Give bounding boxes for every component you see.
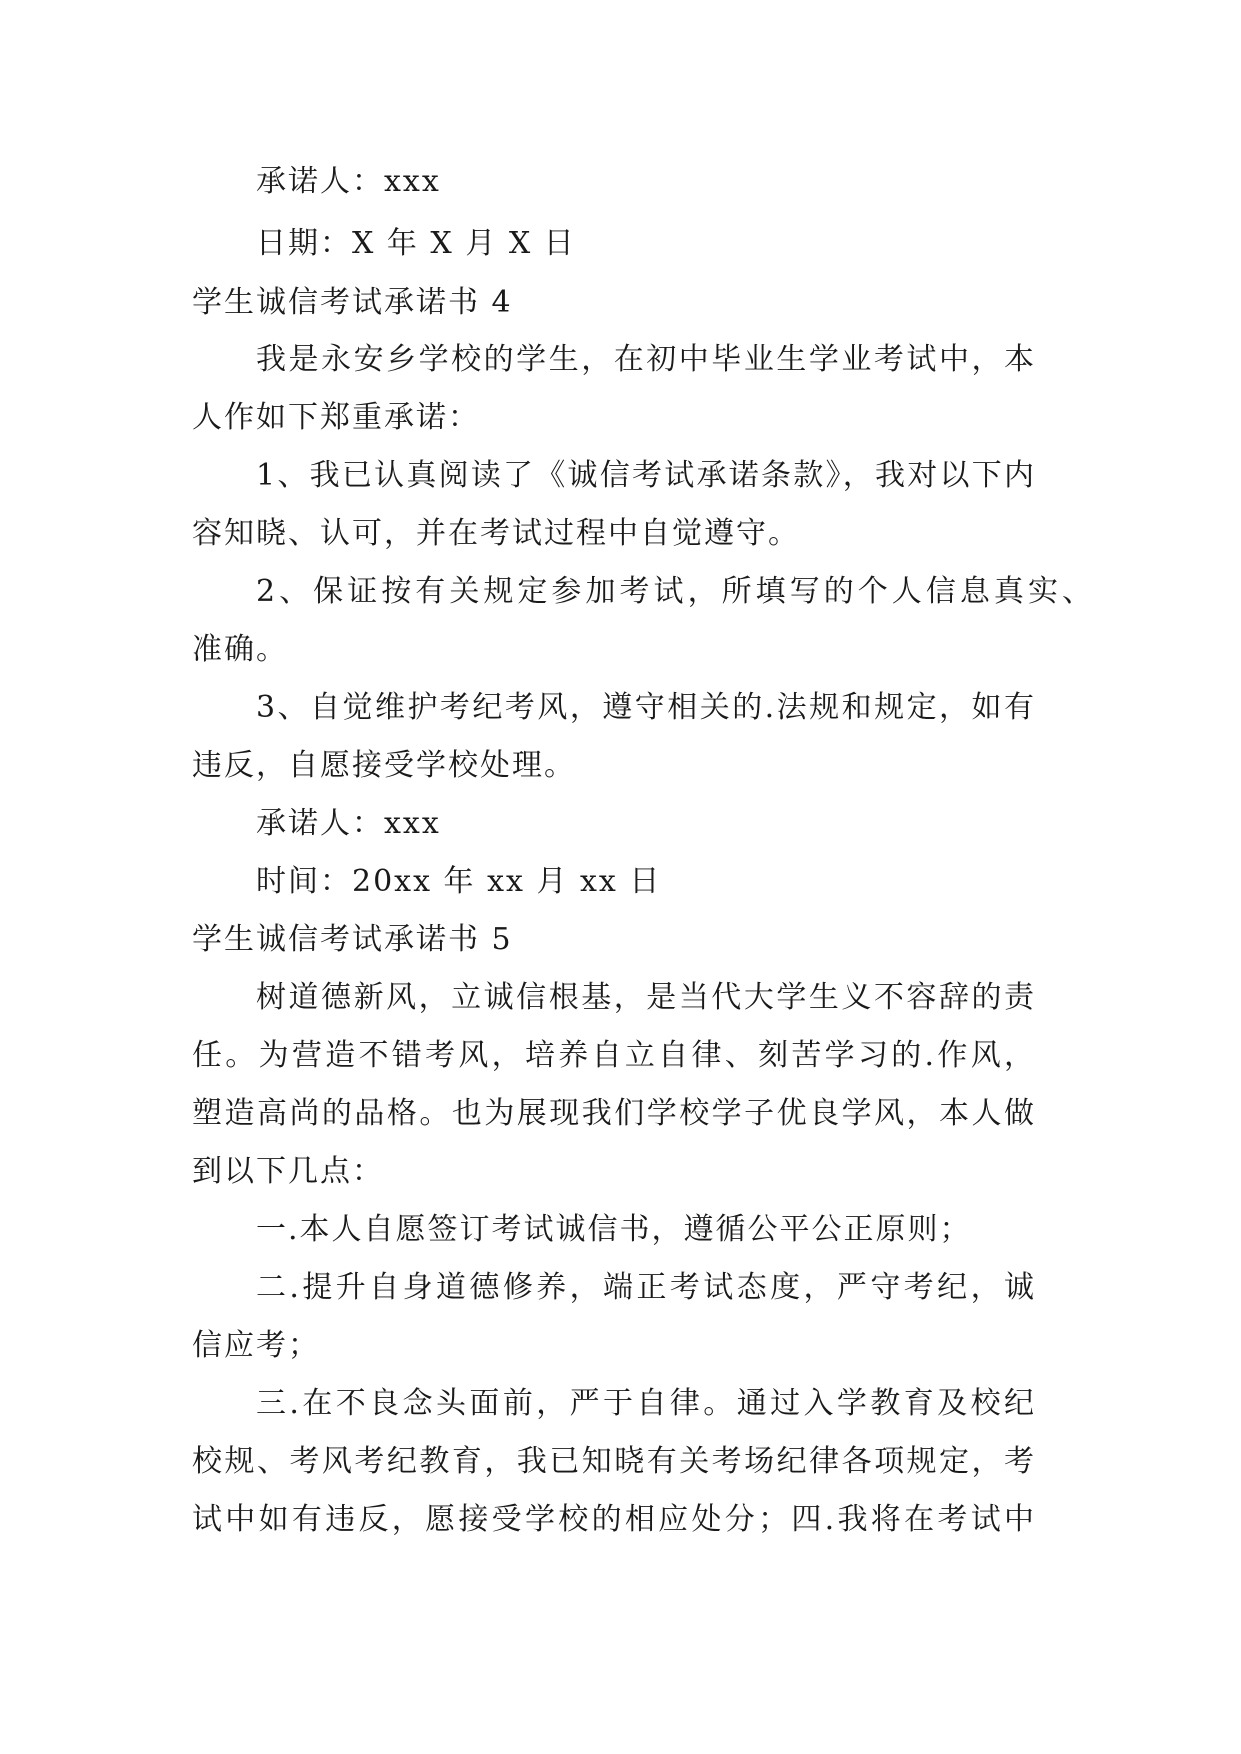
paragraph-line: 2、保证按有关规定参加考试，所填写的个人信息真实、	[256, 574, 1094, 609]
signer-line: 承诺人：xxx	[256, 164, 441, 199]
paragraph-line: 试中如有违反，愿接受学校的相应处分；四.我将在考试中	[192, 1502, 1036, 1537]
paragraph-line: 1、我已认真阅读了《诚信考试承诺条款》，我对以下内	[256, 458, 1036, 493]
date-line: 日期：X 年 X 月 X 日	[256, 226, 576, 261]
paragraph-line: 信应考；	[192, 1328, 320, 1363]
paragraph-line: 容知晓、认可，并在考试过程中自觉遵守。	[192, 516, 800, 551]
paragraph-line: 塑造高尚的品格。也为展现我们学校学子优良学风，本人做	[192, 1096, 1036, 1131]
signer-line: 承诺人：xxx	[256, 806, 441, 841]
paragraph-line: 违反，自愿接受学校处理。	[192, 748, 576, 783]
paragraph-line: 二.提升自身道德修养，端正考试态度，严守考纪，诚	[256, 1270, 1036, 1305]
paragraph-line: 3、自觉维护考纪考风，遵守相关的.法规和规定，如有	[256, 690, 1036, 725]
paragraph-line: 校规、考风考纪教育，我已知晓有关考场纪律各项规定，考	[192, 1444, 1036, 1479]
section-title: 学生诚信考试承诺书 5	[192, 922, 513, 957]
date-line: 时间：20xx 年 xx 月 xx 日	[256, 864, 662, 899]
paragraph-line: 树道德新风，立诚信根基，是当代大学生义不容辞的责	[256, 980, 1036, 1015]
paragraph-line: 准确。	[192, 632, 288, 667]
paragraph-line: 到以下几点：	[192, 1154, 384, 1189]
paragraph-line: 我是永安乡学校的学生，在初中毕业生学业考试中，本	[256, 342, 1036, 377]
section-title: 学生诚信考试承诺书 4	[192, 285, 513, 320]
paragraph-line: 一.本人自愿签订考试诚信书，遵循公平公正原则；	[256, 1212, 972, 1247]
paragraph-line: 任。为营造不错考风，培养自立自律、刻苦学习的.作风，	[192, 1038, 1036, 1073]
paragraph-line: 人作如下郑重承诺：	[192, 400, 480, 435]
paragraph-line: 三.在不良念头面前，严于自律。通过入学教育及校纪	[256, 1386, 1036, 1421]
